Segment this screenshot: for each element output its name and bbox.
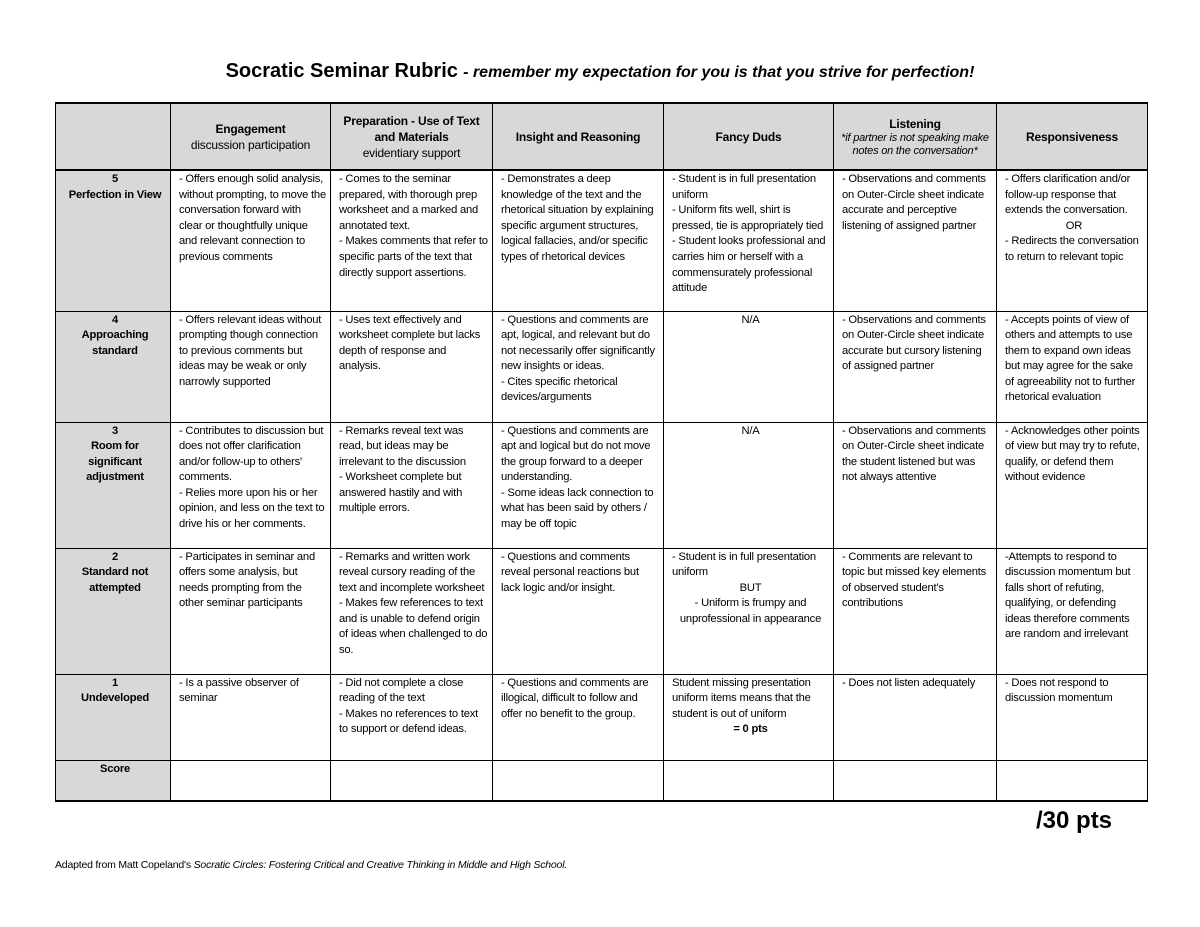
total-points: /30 pts [1036, 807, 1113, 834]
footer-book-title: Socratic Circles: Fostering Critical and Creative Thinking in Middle and High School. [193, 859, 568, 871]
level-number: 4 [111, 313, 119, 326]
rubric-row-1 [56, 674, 1148, 760]
cell-listening: - Observations and comments on Outer-Circle sheet indicate the student listened but was not always attentive [834, 422, 997, 548]
cell-engagement: - Offers relevant ideas without prompting though connection to previous comments but ideas may be weak or only narrowly supported [171, 311, 331, 422]
cell-fancy-duds [664, 548, 834, 674]
cell-fancy-duds [664, 170, 834, 311]
cell-text: - Offers clarification and/or follow-up response that extends the conversation. [1005, 173, 1131, 217]
cell-text: BUT [739, 581, 762, 594]
header-fancy-duds [664, 103, 834, 170]
cell-text: - Remarks and written work reveal cursory reading of the text and incomplete worksheet [339, 550, 485, 594]
cell-text: - Contributes to discussion but does not offer clarification and/or follow-up to others' comments. [179, 424, 324, 484]
cell-text: - Relies more upon his or her opinion, and less on the text to drive his or her comments. [179, 486, 325, 531]
cell-preparation [331, 548, 493, 674]
cell-responsiveness: - Does not respond to discussion momentum [997, 674, 1148, 760]
score-cell-responsiveness[interactable] [997, 760, 1148, 801]
cell-text: - Did not complete a close reading of the text [339, 676, 464, 705]
level-number: 3 [111, 424, 119, 437]
cell-responsiveness: -Attempts to respond to discussion momentum but falls short of refuting, qualifying, or defending ideas therefore comments are random and irrelevant [997, 548, 1148, 674]
cell-engagement: - Participates in seminar and offers some analysis, but needs prompting from the other seminar participants [171, 548, 331, 674]
cell-text: - Makes few references to text and is unable to defend origin of ideas when challenged to do so. [339, 597, 488, 657]
cell-text: - Makes comments that refer to specific parts of the text that directly support assertions. [339, 235, 488, 279]
cell-responsiveness: - Accepts points of view of others and attempts to use them to expand own ideas but may agree for the sake of agreeability not to further rhetorical evaluation [997, 311, 1148, 422]
cell-responsiveness: - Acknowledges other points of view but may try to refute, qualify, or defend them without evidence [997, 422, 1148, 548]
cell-responsiveness [997, 170, 1148, 311]
cell-insight [493, 422, 664, 548]
level-label: Room for significant adjustment [86, 440, 144, 484]
cell-fancy-duds: N/A [664, 311, 834, 422]
header-preparation-title: Preparation - Use of Text and Materials [343, 113, 480, 144]
cell-listening: - Comments are relevant to topic but missed key elements of observed student's contributions [834, 548, 997, 674]
rubric-row-4 [56, 311, 1148, 422]
footer-citation [55, 858, 567, 872]
rubric-row-5 [56, 170, 1148, 311]
level-number: 1 [111, 676, 119, 689]
level-label: Approaching standard [81, 329, 149, 357]
cell-engagement [171, 422, 331, 548]
score-cell-fancy-duds[interactable] [664, 760, 834, 801]
cell-text: - Student is in full presentation uniform [672, 550, 816, 579]
header-listening-title: Listening [889, 116, 941, 131]
level-label: Undeveloped [80, 692, 150, 705]
level-cell-5 [56, 170, 171, 311]
cell-text: - Some ideas lack connection to what has been said by others / may be off topic [501, 486, 654, 531]
cell-text: - Student looks professional and carries him or herself with a commensurately professional attitude [672, 235, 826, 295]
cell-text: - Uniform fits well, shirt is pressed, tie is appropriately tied [672, 204, 824, 232]
level-cell-4 [56, 311, 171, 422]
score-cell-listening[interactable] [834, 760, 997, 801]
header-engagement-title: Engagement [215, 121, 286, 136]
title-main: Socratic Seminar Rubric [225, 60, 458, 82]
page-title [0, 58, 1200, 86]
cell-engagement: - Offers enough solid analysis, without prompting, to move the conversation forward with clear or thoughtfully unique and relevant connection to previous comments [171, 170, 331, 311]
cell-text: - Uniform is frumpy and unprofessional in appearance [679, 597, 822, 625]
footer-prefix: Adapted from Matt Copeland's [55, 859, 194, 871]
cell-insight: - Questions and comments reveal personal reactions but lack logic and/or insight. [493, 548, 664, 674]
cell-insight: - Questions and comments are illogical, difficult to follow and offer no benefit to the group. [493, 674, 664, 760]
cell-insight: - Demonstrates a deep knowledge of the text and the rhetorical situation by explaining specific argument structures, logical fallacies, and/or specific types of rhetorical devices [493, 170, 664, 311]
level-cell-3 [56, 422, 171, 548]
score-cell-engagement[interactable] [171, 760, 331, 801]
cell-text: - Questions and comments are apt, logical, and relevant but do not necessarily offer significantly new insights or ideas. [501, 313, 655, 373]
header-listening-note: *if partner is not speaking make notes on the conversation* [841, 131, 989, 157]
header-row [56, 103, 1148, 170]
cell-text: - Worksheet complete but answered hastily and with multiple errors. [339, 471, 463, 515]
level-label: Perfection in View [68, 188, 162, 201]
level-cell-1 [56, 674, 171, 760]
cell-preparation [331, 674, 493, 760]
cell-fancy-duds: N/A [664, 422, 834, 548]
cell-text: - Remarks reveal text was read, but ideas may be irrelevant to the discussion [339, 424, 466, 468]
cell-listening: - Does not listen adequately [834, 674, 997, 760]
cell-fancy-duds [664, 674, 834, 760]
level-cell-2 [56, 548, 171, 674]
cell-engagement: - Is a passive observer of seminar [171, 674, 331, 760]
rubric-table [55, 102, 1148, 802]
title-subtitle: - remember my expectation for you is that you strive for perfection! [463, 64, 975, 81]
header-listening [834, 103, 997, 170]
header-responsiveness [997, 103, 1148, 170]
header-engagement-subtitle: discussion participation [190, 137, 311, 152]
header-fancy-duds-title: Fancy Duds [715, 129, 782, 144]
header-insight-title: Insight and Reasoning [515, 129, 641, 144]
header-responsiveness-title: Responsiveness [1026, 129, 1118, 144]
cell-listening: - Observations and comments on Outer-Circle sheet indicate accurate and perceptive listening of assigned partner [834, 170, 997, 311]
score-cell-preparation[interactable] [331, 760, 493, 801]
cell-text: - Makes no references to text to support or defend ideas. [339, 707, 479, 736]
cell-insight [493, 311, 664, 422]
header-insight [493, 103, 664, 170]
header-engagement [171, 103, 331, 170]
rubric-row-3 [56, 422, 1148, 548]
cell-text: - Comes to the seminar prepared, with thorough prep worksheet and a marked and annotated text. [339, 173, 479, 232]
level-number: 5 [111, 173, 119, 185]
cell-text: - Redirects the conversation to return to relevant topic [1005, 235, 1139, 263]
header-preparation-subtitle: evidentiary support [362, 145, 461, 160]
cell-preparation [331, 422, 493, 548]
cell-text: Student missing presentation uniform items means that the student is out of uniform [672, 676, 811, 720]
cell-listening: - Observations and comments on Outer-Circle sheet indicate accurate but cursory listening of assigned partner [834, 311, 997, 422]
level-number: 2 [111, 550, 119, 563]
rubric-row-2 [56, 548, 1148, 674]
score-row [56, 760, 1148, 801]
score-label: Score [56, 760, 171, 801]
cell-preparation: - Uses text effectively and worksheet complete but lacks depth of response and analysis. [331, 311, 493, 422]
header-corner-cell [56, 103, 171, 170]
header-preparation [331, 103, 493, 170]
cell-preparation [331, 170, 493, 311]
level-label: Standard not attempted [81, 566, 149, 594]
score-cell-insight[interactable] [493, 760, 664, 801]
cell-text: - Cites specific rhetorical devices/arguments [501, 375, 618, 404]
cell-text: - Student is in full presentation uniform [672, 173, 816, 201]
cell-text: - Questions and comments are apt and logical but do not move the group forward to a deeper understanding. [501, 424, 651, 484]
cell-text: = 0 pts [733, 723, 768, 736]
cell-text: OR [1065, 219, 1083, 232]
